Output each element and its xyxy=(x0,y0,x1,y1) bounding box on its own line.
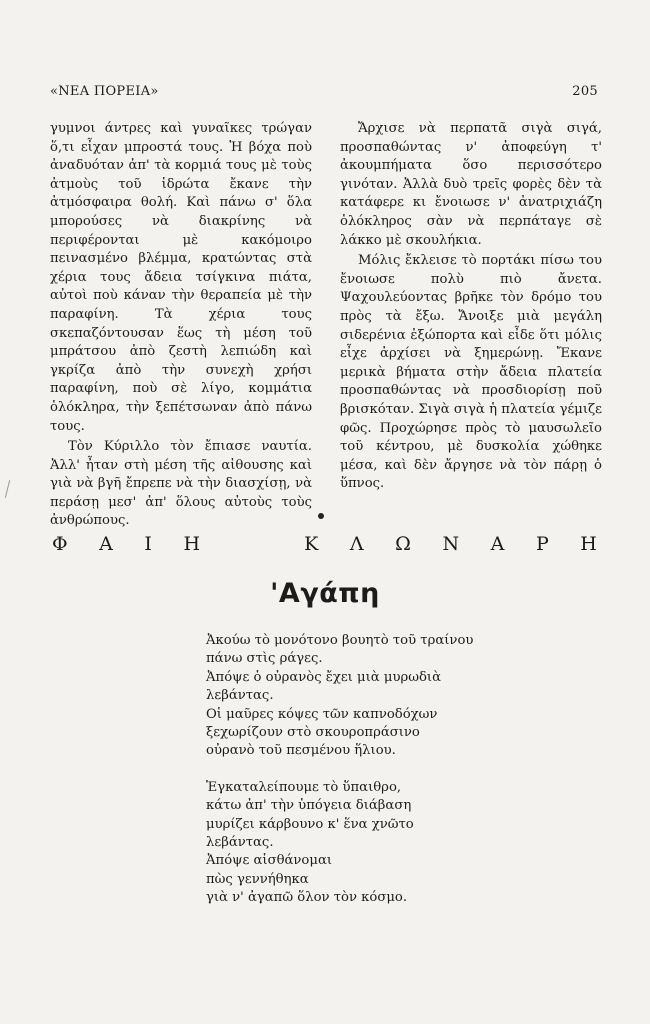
author-letter: Φ xyxy=(52,533,69,555)
poem-line: μυρίζει κάρβουνο κ' ἕνα χνῶτο xyxy=(206,816,414,832)
poem-stanza-1 xyxy=(206,632,536,761)
poem-body xyxy=(206,632,536,908)
author-letter: Ρ xyxy=(535,533,550,555)
right-paragraph-2: Μόλις ἔκλεισε τὸ πορτάκι πίσω του ἔνοιωσε πολὺ πιὸ ἄνετα. Ψαχουλεύοντας βρῆκε τὸν δρόμο του πρὸς τὰ ἔξω. Ἄνοιξε μιὰ μεγάλη σιδερένια ἐξώπορτα καὶ εἶδε ὅτι μόλις εἶχε ἀρχίσει νὰ ξημερώνῃ. Ἔκανε μερικὰ βήματα στὴν ἄδεια πλατεία προσπαθώντας νὰ προσδιορίσῃ ποῦ βρισκόταν. Σιγὰ σιγὰ ἡ πλατεία γέμιζε φῶς. Προχώρησε πρὸς τὸ μαυσωλεῖο τοῦ κέντρου, μὲ δυσκολία χώθηκε μέσα, καὶ δὲν ἄργησε νὰ τὸν πάρῃ ὁ ὕπνος. xyxy=(340,253,602,492)
journal-title: «ΝΕΑ ΠΟΡΕΙΑ» xyxy=(50,84,159,99)
author-name xyxy=(52,533,598,555)
poem-line: ξεχωρίζουν στὸ σκουροπράσινο xyxy=(206,725,420,741)
poem-title: 'Αγάπη xyxy=(270,578,380,609)
page-number: 205 xyxy=(572,84,598,99)
margin-pencil-mark xyxy=(5,480,10,498)
author-letter: Ι xyxy=(144,533,153,555)
poem-stanza-2 xyxy=(206,779,536,908)
left-column xyxy=(50,120,312,531)
poem-line: Ἐγκαταλείπουμε τὸ ὕπαιθρο, xyxy=(206,779,402,795)
author-letter: Κ xyxy=(304,533,320,555)
poem-line: λεβάντας. xyxy=(206,688,274,704)
author-letter: Ω xyxy=(395,533,412,555)
poem-line: γιὰ ν' ἀγαπῶ ὅλον τὸν κόσμο. xyxy=(206,890,408,906)
poem-line: Ἀκούω τὸ μονότονο βουητὸ τοῦ τραίνου xyxy=(206,633,474,648)
author-letter: Η xyxy=(183,533,202,555)
section-divider-dot xyxy=(318,513,324,519)
author-letter: Η xyxy=(580,533,598,555)
right-paragraph-1: Ἄρχισε νὰ περπατᾶ σιγὰ σιγά, προσπαθώντας ν' ἀποφεύγη τ' ἀκουμπήματα ὅσο περισσότερο γινόταν. Ἀλλὰ δυὸ τρεῖς φορὲς δὲν τὰ κατάφερε κι ἔνοιωσε ν' ἀνατριχιάζη ὁλόκληρος σὰν νὰ περπάταγε σὲ λάκκο μὲ σκουλήκια. xyxy=(340,121,602,248)
author-letter: Α xyxy=(99,533,114,555)
running-header xyxy=(50,84,598,99)
author-letter: Ν xyxy=(442,533,461,555)
poem-line: Οἱ μαῦρες κόψες τῶν καπνοδόχων xyxy=(206,706,438,722)
poem-line: Ἀπόψε ὁ οὐρανὸς ἔχει μιὰ μυρωδιὰ xyxy=(206,669,441,685)
poem-line: πὼς γεννήθηκα xyxy=(206,871,309,887)
author-name-gap xyxy=(232,533,274,555)
poem-line: πάνω στὶς ράγες. xyxy=(206,651,323,667)
right-column xyxy=(340,120,602,494)
poem-line: Ἀπόψε αἰσθάνομαι xyxy=(206,853,333,869)
author-letter: Λ xyxy=(349,533,365,555)
author-letter: Α xyxy=(490,533,506,555)
poem-line: οὐρανὸ τοῦ πεσμένου ἥλιου. xyxy=(206,743,396,759)
left-paragraph-1: γυμνοι άντρες καὶ γυναῖκες τρώγαν ὅ,τι εἶχαν μπροστά τους. Ἡ βόχα ποὺ ἀναδυόταν ἀπ' τὰ κορμιά τους μὲ τοὺς ἀτμοὺς τοῦ ἱδρώτα ἔκανε τὴν ἀτμόσφαιρα θολή. Καὶ πάνω σ' ὅλα μπορούσες νὰ διακρίνης νὰ περιφέρονται μὲ κακόμοιρο πεινασμένο βλέμμα, κρατώντας στὰ χέρια τους ἄδεια τσίγκινα πιάτα, αὐτοὶ ποὺ κάναν τὴν θεραπεία μὲ τὴν παραφίνη. Τὰ χέρια τους σκεπαζόντουσαν ἕως τὴ μέση τοῦ μπράτσου ἀπὸ ζεστὴ λεπιώδη καὶ γκρίζα ἀπὸ τὴν συνεχὴ χρήσι παραφίνη, ποὺ σὲ λίγο, κομμάτια ὁλόκληρα, τὴν ξεπέτσωναν ἀπὸ πάνω τους. xyxy=(50,121,312,434)
poem-line: λεβάντας. xyxy=(206,835,274,851)
left-paragraph-2: Τὸν Κύριλλο τὸν ἔπιασε ναυτία. Ἀλλ' ἦταν στὴ μέση τῆς αἰθουσης καὶ γιὰ νὰ βγῆ ἔπρεπε νὰ τὴν διασχίσῃ, νὰ περάσῃ μεσ' ἀπ' ὅλους αὐτοὺς τοὺς ἀνθρώπους. xyxy=(50,439,312,529)
poem-line: κάτω ἀπ' τὴν ὑπόγεια διάβαση xyxy=(206,798,412,814)
